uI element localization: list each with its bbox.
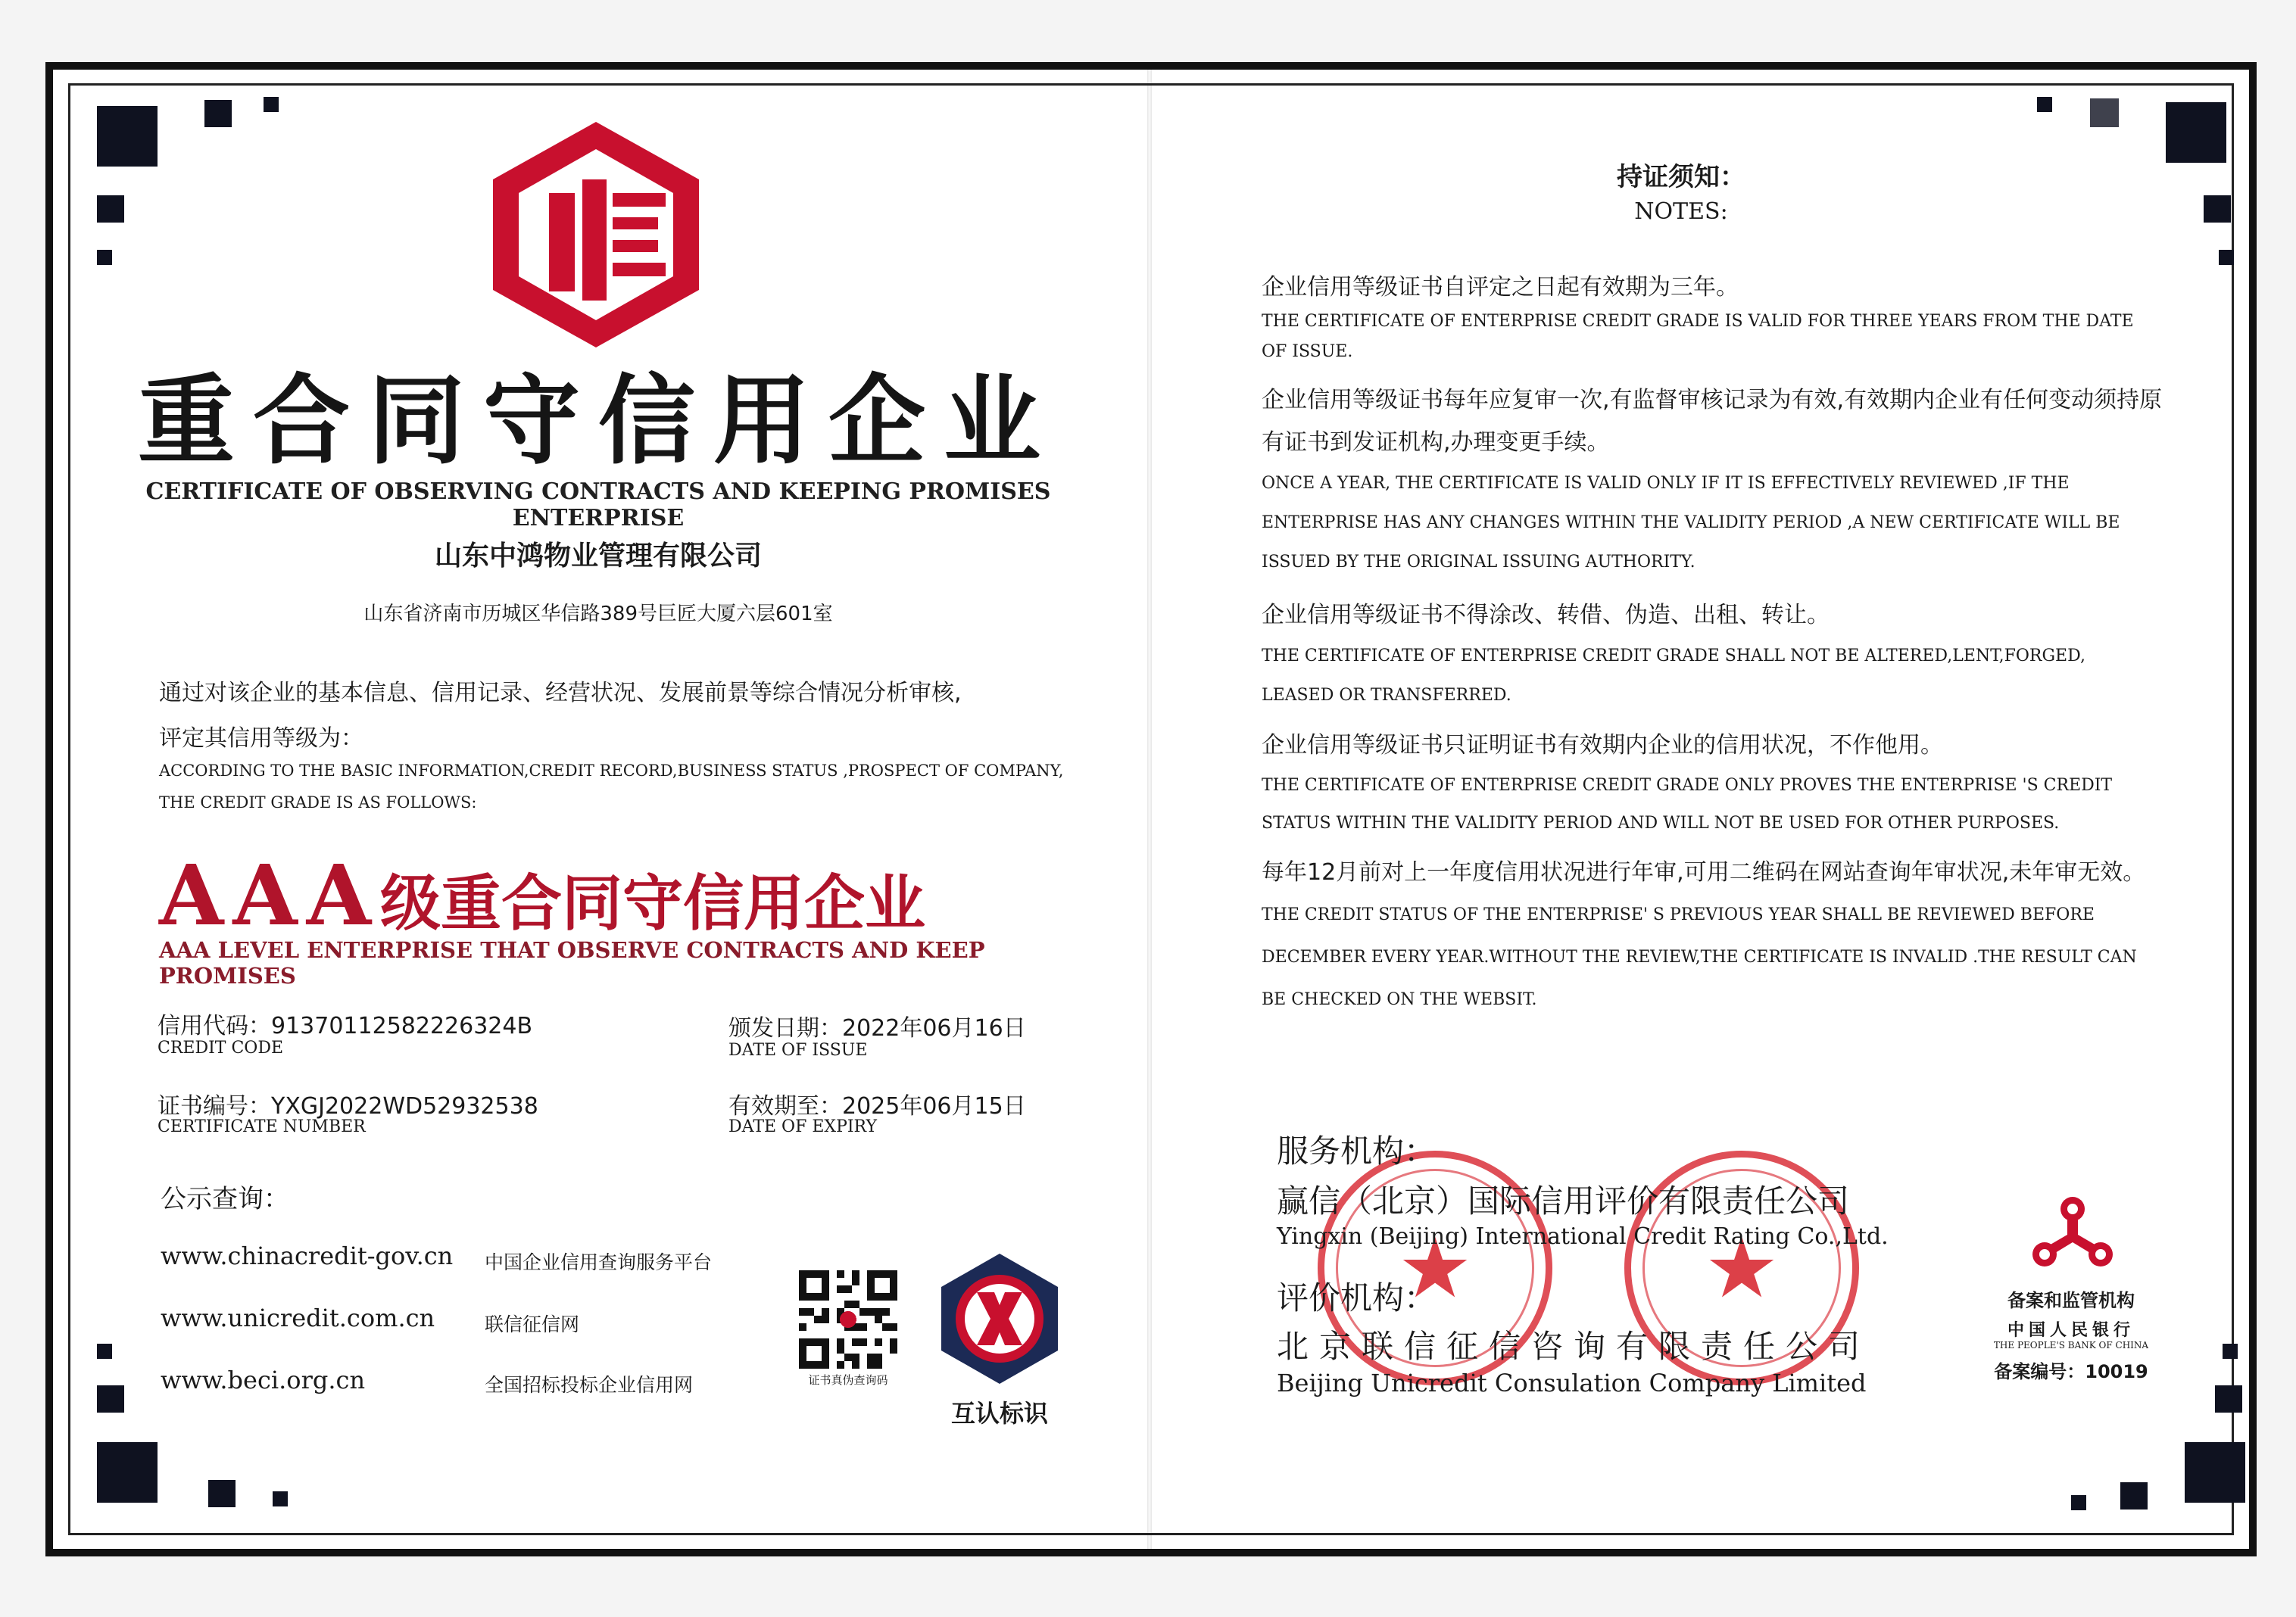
qr-code[interactable]	[799, 1270, 897, 1369]
intro-text-cn-2: 评定其信用等级为：	[159, 725, 363, 752]
issue-date	[728, 1009, 1026, 1042]
record-number: 备案编号：10019	[1994, 1361, 2148, 1382]
note-text-en: THE CERTIFICATE OF ENTERPRISE CREDIT GRADE SHALL NOT BE ALTERED,LENT,FORGED, LEASED OR TRANSFERRED.	[1262, 646, 2085, 705]
intro-text-cn-1: 通过对该企业的基本信息、信用记录、经营状况、发展前景等综合情况分析审核,	[159, 680, 962, 706]
certificate-number	[158, 1087, 538, 1120]
corner-square	[2071, 1495, 2086, 1510]
website-name: 全国招标投标企业信用网	[485, 1374, 694, 1396]
service-org-label: 服务机构：	[1277, 1133, 1437, 1170]
corner-square	[2185, 1442, 2245, 1503]
corner-square	[2120, 1482, 2148, 1510]
grade-title-cn: 级重合同守信用企业	[380, 868, 926, 939]
corner-square	[2204, 195, 2231, 223]
certificate-title-en: CERTIFICATE OF OBSERVING CONTRACTS AND KEEPING PROMISES ENTERPRISE	[145, 478, 1051, 531]
website-url[interactable]: www.beci.org.cn	[161, 1366, 366, 1394]
service-org-name-en: Yingxin (Beijing) International Credit Rating Co.,Ltd.	[1277, 1223, 1889, 1250]
note-text-en: ONCE A YEAR, THE CERTIFICATE IS VALID ONLY IF IT IS EFFECTIVELY REVIEWED ,IF THE ENTERPRISE HAS ANY CHANGES WITHIN THE VALIDITY PERIOD ,A NEW CERTIFICATE WILL BE ISSUED BY THE ORIGINAL ISSUING AUTHORITY.	[1262, 474, 2120, 572]
notes-title-cn: 持证须知：	[1617, 162, 1745, 192]
note-text-cn: 企业信用等级证书只证明证书有效期内企业的信用状况，不作他用。	[1262, 732, 1943, 759]
issue-date-value: 2022年06月16日	[842, 1015, 1026, 1042]
note-item	[1262, 724, 2163, 843]
credit-code	[158, 1007, 532, 1040]
website-name: 联信征信网	[485, 1313, 580, 1335]
corner-square	[273, 1491, 288, 1506]
corner-square	[2166, 102, 2226, 163]
corner-square	[204, 100, 232, 127]
regulator-label: 备案和监管机构	[2007, 1290, 2135, 1311]
note-text-en: THE CERTIFICATE OF ENTERPRISE CREDIT GRADE IS VALID FOR THREE YEARS FROM THE DATE OF ISSUE.	[1262, 312, 2134, 361]
note-item	[1262, 594, 2163, 715]
notes-title-en: NOTES:	[1634, 198, 1728, 225]
note-text-cn: 每年12月前对上一年度信用状况进行年审,可用二维码在网站查询年审状况,未年审无效。	[1262, 859, 2146, 886]
corner-square	[2223, 1344, 2238, 1359]
intro-text-en-1: ACCORDING TO THE BASIC INFORMATION,CREDIT RECORD,BUSINESS STATUS ,PROSPECT OF COMPANY,	[159, 762, 1064, 780]
pboc-logo	[2023, 1192, 2122, 1276]
certificate-number-en: CERTIFICATE NUMBER	[158, 1117, 366, 1136]
corner-square	[97, 1344, 112, 1359]
rating-org-name-en: Beijing Unicredit Consulation Company Limited	[1277, 1369, 1867, 1397]
issue-date-label: 颁发日期：	[728, 1015, 842, 1042]
note-text-en: THE CREDIT STATUS OF THE ENTERPRISE' S PREVIOUS YEAR SHALL BE REVIEWED BEFORE DECEMBER EVERY YEAR.WITHOUT THE REVIEW,THE CERTIFICATE IS INVALID .THE RESULT CAN BE CHECKED ON THE WEBSIT.	[1262, 905, 2137, 1009]
grade-letters: AAA	[159, 846, 381, 944]
note-item	[1262, 379, 2163, 582]
note-text-cn: 企业信用等级证书自评定之日起有效期为三年。	[1262, 274, 1739, 301]
company-name: 山东中鸿物业管理有限公司	[434, 541, 762, 572]
credit-code-value: 91370112582226324B	[271, 1013, 533, 1039]
expiry-date-en: DATE OF EXPIRY	[728, 1117, 877, 1136]
certificate-number-value: YXGJ2022WD52932538	[271, 1093, 538, 1120]
corner-square	[97, 1385, 124, 1413]
website-url[interactable]: www.chinacredit-gov.cn	[161, 1242, 454, 1270]
rating-org-label: 评价机构：	[1277, 1279, 1437, 1316]
website-name: 中国企业信用查询服务平台	[485, 1251, 713, 1273]
qr-code-caption: 证书真伪查询码	[808, 1373, 888, 1387]
expiry-date	[728, 1087, 1026, 1120]
mutual-recognition-label: 互认标识	[950, 1399, 1048, 1428]
company-address: 山东省济南市历城区华信路389号巨匠大厦六层601室	[363, 603, 833, 625]
corner-square	[2037, 97, 2052, 112]
service-org-name-cn: 赢信（北京）国际信用评价有限责任公司	[1277, 1182, 1850, 1220]
notes-list	[1262, 269, 2163, 1021]
corner-square	[264, 97, 279, 112]
note-text-cn: 企业信用等级证书不得涂改、转借、伪造、出租、转让。	[1262, 602, 1830, 628]
rating-org-name-cn: 北京联信征信咨询有限责任公司	[1277, 1328, 1871, 1365]
regulator-name-cn: 中国人民银行	[2007, 1321, 2135, 1340]
certificate-number-label: 证书编号：	[158, 1093, 271, 1120]
corner-square	[2090, 98, 2119, 127]
website-url[interactable]: www.unicredit.com.cn	[161, 1304, 435, 1332]
certificate-title: 重合同守信用企业	[137, 365, 1059, 478]
note-text-cn: 企业信用等级证书每年应复审一次,有监督审核记录为有效,有效期内企业有任何变动须持原有证书到发证机构,办理变更手续。	[1262, 387, 2163, 456]
credit-code-label: 信用代码：	[158, 1013, 271, 1039]
expiry-date-label: 有效期至：	[728, 1093, 842, 1120]
corner-square	[97, 1442, 158, 1503]
corner-square	[97, 250, 112, 265]
corner-square	[97, 195, 124, 223]
credit-code-en: CREDIT CODE	[158, 1039, 284, 1058]
note-text-en: THE CERTIFICATE OF ENTERPRISE CREDIT GRADE ONLY PROVES THE ENTERPRISE 'S CREDIT STATUS WITHIN THE VALIDITY PERIOD AND WILL NOT BE USED FOR OTHER PURPOSES.	[1262, 776, 2113, 833]
note-item	[1262, 852, 2163, 1021]
corner-square	[208, 1480, 236, 1507]
grade-title-en: AAA LEVEL ENTERPRISE THAT OBSERVE CONTRACTS AND KEEP PROMISES	[159, 937, 985, 989]
query-title: 公示查询：	[161, 1184, 289, 1214]
expiry-date-value: 2025年06月15日	[842, 1093, 1026, 1120]
seal-star-icon: ★	[1397, 1220, 1473, 1316]
corner-square	[2219, 250, 2234, 265]
note-item	[1262, 269, 2163, 367]
issue-date-en: DATE OF ISSUE	[728, 1041, 868, 1060]
corner-square	[97, 106, 158, 167]
regulator-name-en: THE PEOPLE'S BANK OF CHINA	[1993, 1340, 2149, 1351]
mutual-recognition-logo	[935, 1251, 1064, 1387]
credit-hexagon-logo	[488, 117, 704, 352]
seal-star-icon: ★	[1704, 1220, 1780, 1316]
corner-square	[2215, 1385, 2242, 1413]
intro-text-en-2: THE CREDIT GRADE IS AS FOLLOWS:	[159, 793, 477, 812]
